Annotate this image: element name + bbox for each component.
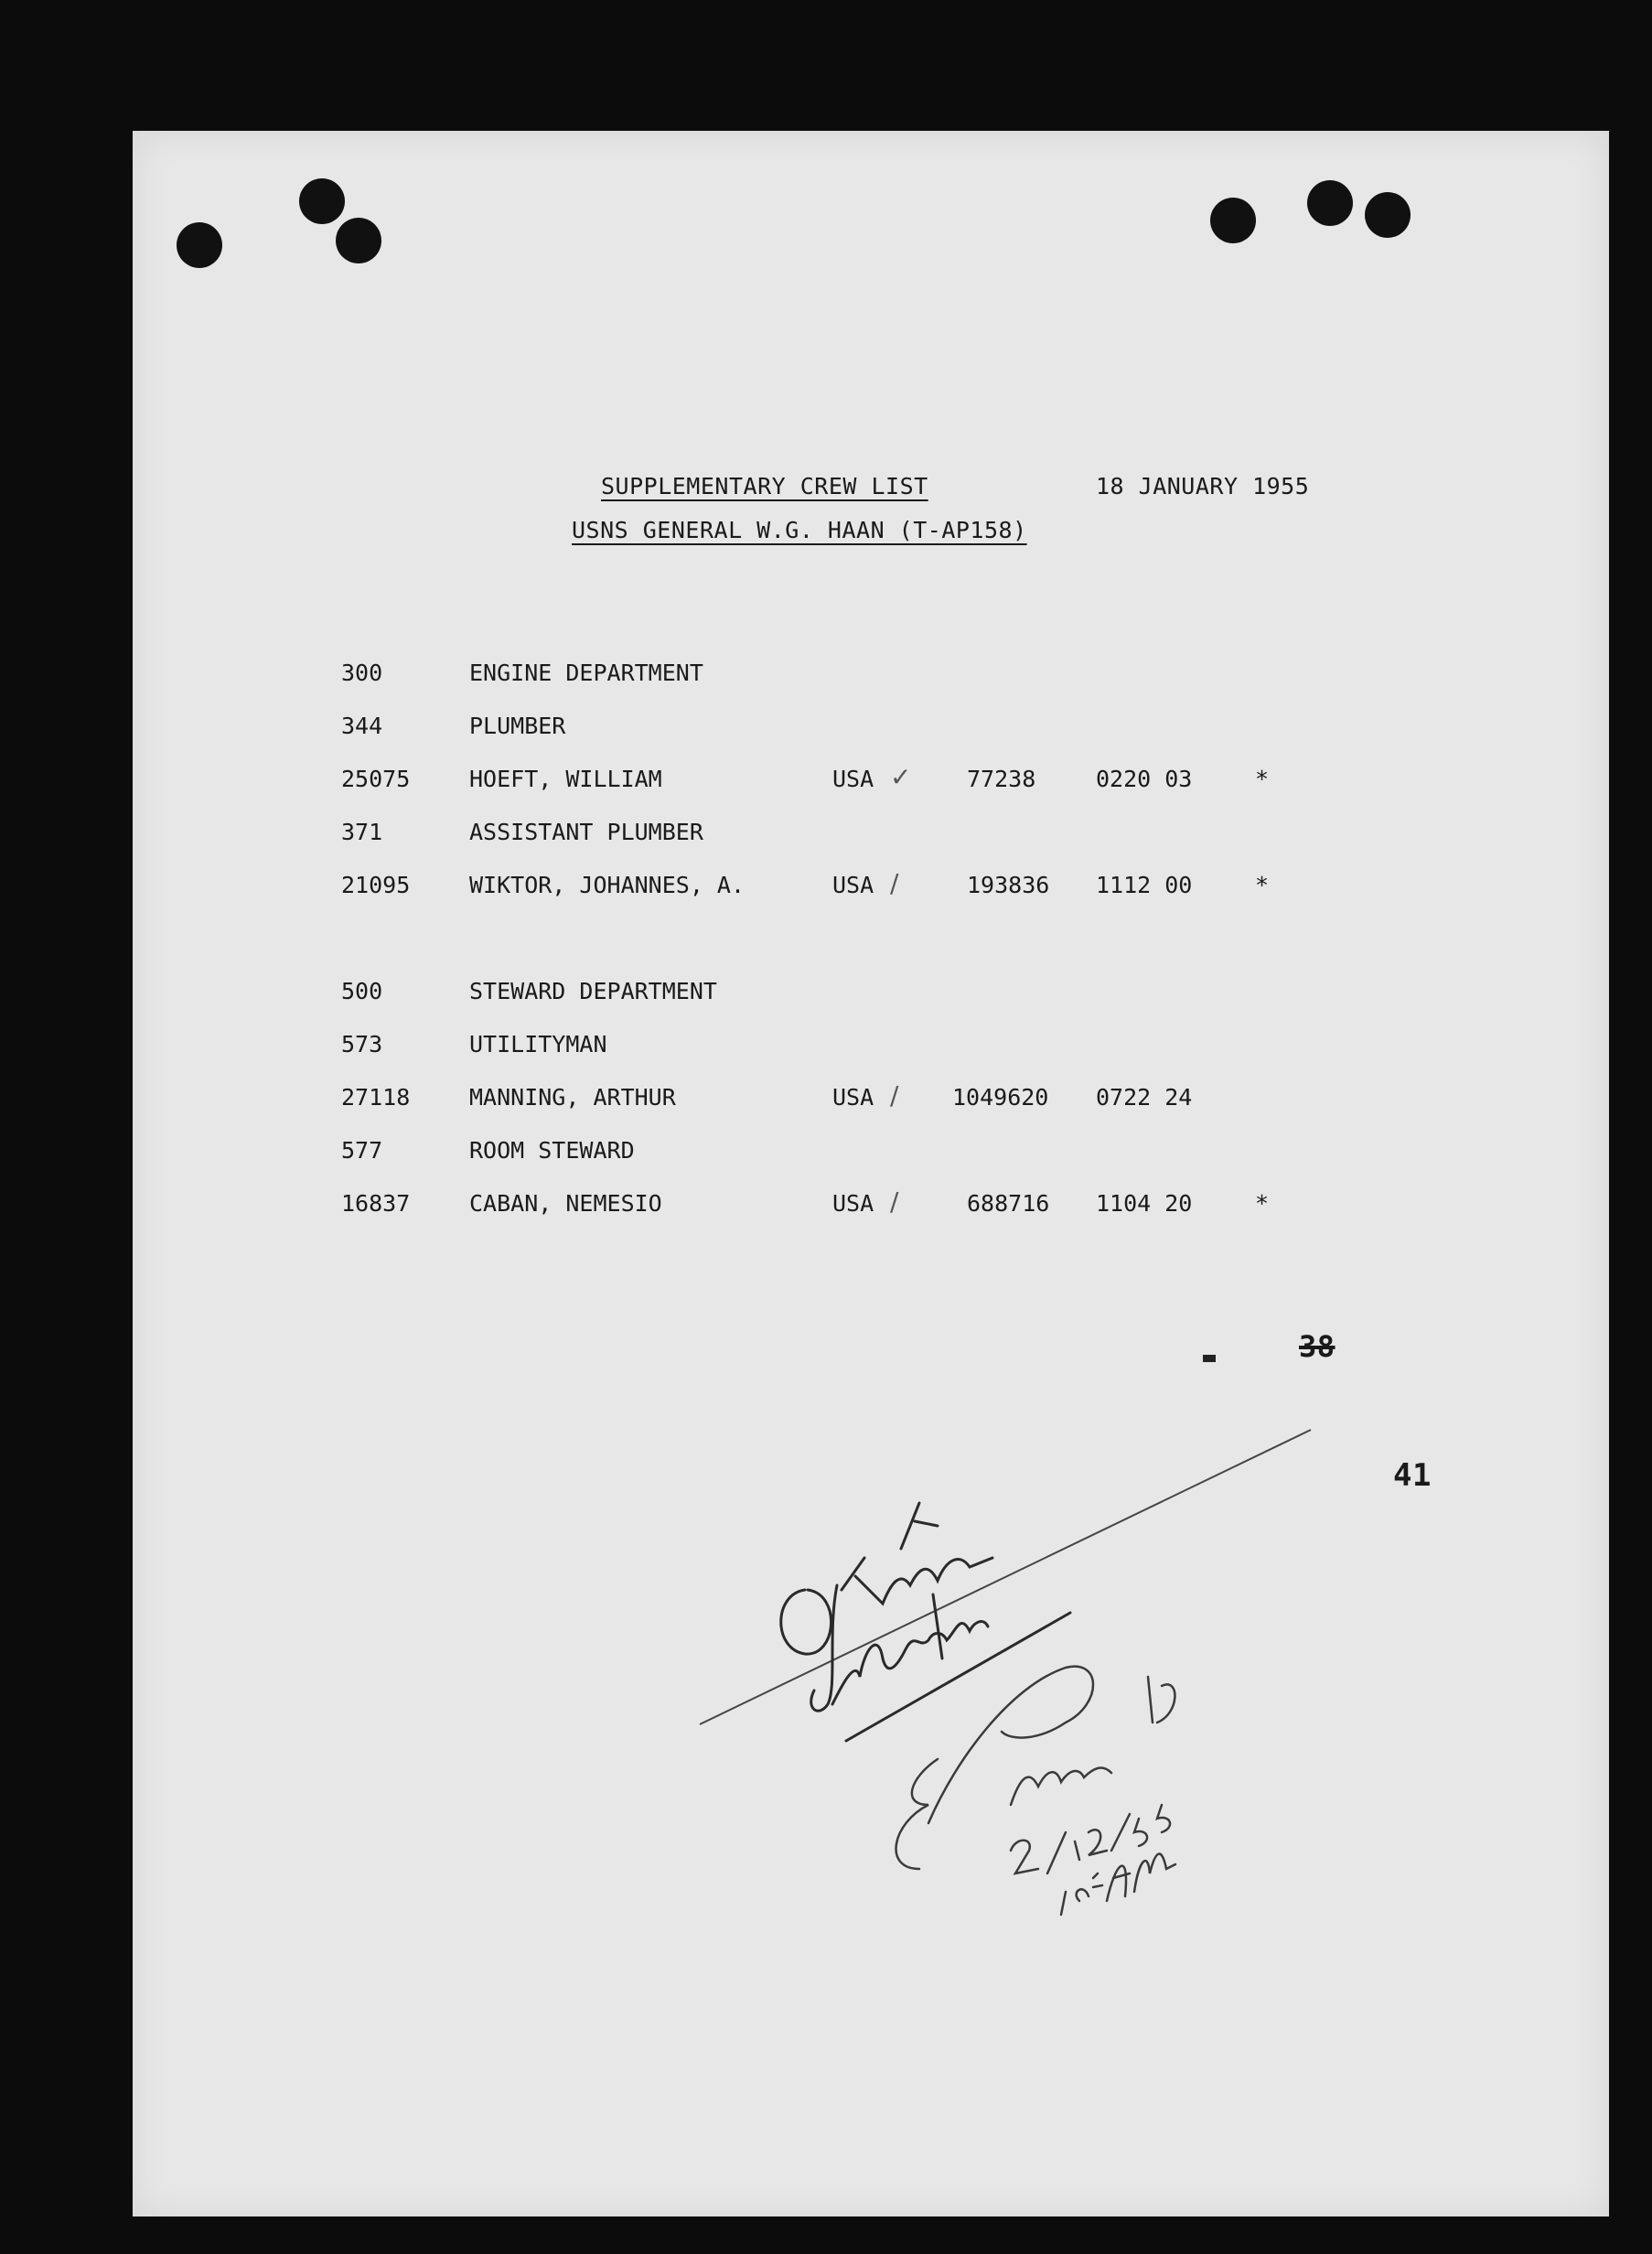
row-date: 0722 24 (1096, 1084, 1193, 1111)
page-number: 41 (1393, 1457, 1432, 1494)
row-num: 688716 (967, 1190, 1050, 1217)
document-page (133, 131, 1609, 2216)
row-name: ROOM STEWARD (469, 1137, 635, 1164)
row-mark: * (1255, 1190, 1270, 1217)
row-code: 300 (341, 660, 383, 686)
row-code: 27118 (341, 1084, 411, 1111)
row-name: MANNING, ARTHUR (469, 1084, 676, 1111)
row-name: ASSISTANT PLUMBER (469, 819, 703, 845)
row-code: 344 (341, 713, 383, 739)
row-nat: USA (832, 872, 874, 898)
row-code: 573 (341, 1031, 383, 1057)
row-name: CABAN, NEMESIO (469, 1190, 662, 1217)
row-num: 193836 (967, 872, 1050, 898)
row-name: UTILITYMAN (469, 1031, 607, 1057)
document-title: SUPPLEMENTARY CREW LIST (601, 473, 928, 499)
row-code: 16837 (341, 1190, 411, 1217)
handwritten-signatures (133, 131, 1609, 2216)
row-check: ✓ (890, 762, 912, 792)
row-code: 25075 (341, 766, 411, 792)
row-code: 371 (341, 819, 383, 845)
row-name: STEWARD DEPARTMENT (469, 978, 717, 1004)
row-code: 21095 (341, 872, 411, 898)
row-date: 1104 20 (1096, 1190, 1193, 1217)
row-date: 0220 03 (1096, 766, 1193, 792)
master-signature (781, 1503, 1070, 1741)
row-code: 577 (341, 1137, 383, 1164)
row-check: / (890, 1080, 899, 1111)
row-name: WIKTOR, JOHANNES, A. (469, 872, 746, 898)
row-name: PLUMBER (469, 713, 566, 739)
struck-number: 38 (1299, 1329, 1336, 1364)
row-nat: USA (832, 766, 874, 792)
row-check: / (890, 1186, 899, 1217)
row-mark: * (1255, 872, 1270, 898)
row-nat: USA (832, 1084, 874, 1111)
officer-signature (896, 1667, 1175, 1915)
vessel-name: USNS GENERAL W.G. HAAN (T-AP158) (572, 517, 1027, 543)
row-name: HOEFT, WILLIAM (469, 766, 662, 792)
row-mark: * (1255, 766, 1270, 792)
row-check: / (890, 868, 899, 898)
row-nat: USA (832, 1190, 874, 1217)
row-num: 77238 (967, 766, 1036, 792)
row-date: 1112 00 (1096, 872, 1193, 898)
row-name: ENGINE DEPARTMENT (469, 660, 703, 686)
row-num: 1049620 (952, 1084, 1049, 1111)
row-code: 500 (341, 978, 383, 1004)
document-date: 18 JANUARY 1955 (1096, 473, 1310, 499)
